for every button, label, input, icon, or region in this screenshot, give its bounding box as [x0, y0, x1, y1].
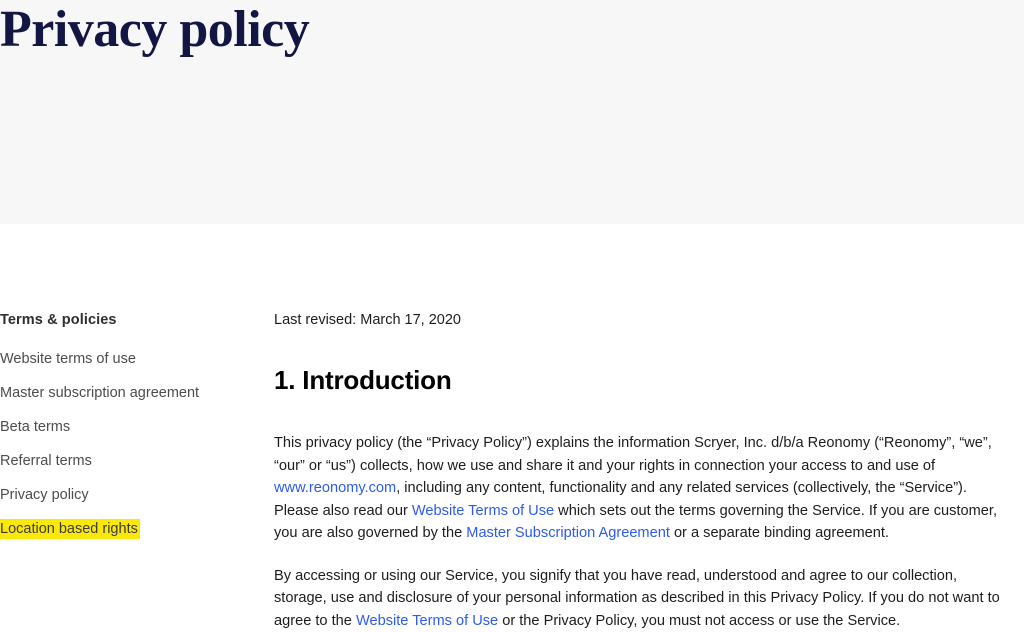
sidebar-item-master-subscription-agreement[interactable]	[0, 383, 250, 403]
sidebar-item-label[interactable]: Referral terms	[0, 453, 92, 469]
paragraph-text: , including any content, functionality and any related services (collectively, the “Service”). Please also read our	[274, 480, 967, 519]
sidebar-item-referral-terms[interactable]	[0, 451, 250, 471]
paragraph-introduction-1	[274, 432, 1006, 545]
hero-banner	[0, 0, 1024, 224]
paragraph-text: which sets out the terms governing the Service. If you are customer, you are also governed by the	[274, 503, 997, 542]
sidebar-heading: Terms & policies	[0, 310, 250, 330]
sidebar-item-label[interactable]: Master subscription agreement	[0, 385, 199, 401]
sidebar-item-label[interactable]: Beta terms	[0, 419, 70, 435]
sidebar-nav	[0, 310, 250, 553]
sidebar-item-label[interactable]: Privacy policy	[0, 487, 89, 503]
paragraph-text: This privacy policy (the “Privacy Policy”) explains the information Scryer, Inc. d/b/a Reonomy (“Reonomy”, “we”, “our” or “us”) collects, how we use and share it and your rights in connection your access to and use of	[274, 435, 992, 474]
link-reonomy-website[interactable]: www.reonomy.com	[274, 480, 396, 496]
sidebar-list	[0, 349, 250, 539]
sidebar-item-location-based-rights[interactable]	[0, 519, 250, 539]
link-website-terms-of-use[interactable]: Website Terms of Use	[356, 613, 498, 629]
sidebar-item-label[interactable]: Website terms of use	[0, 351, 136, 367]
paragraph-introduction-2	[274, 565, 1006, 632]
page-body	[0, 224, 1024, 598]
main-content	[274, 310, 1006, 632]
paragraph-text: By accessing or using our Service, you signify that you have read, understood and agree to our collection, storage, use and disclosure of your personal information as described in this Privacy Policy. If you do not want to agree to the	[274, 568, 1000, 629]
sidebar-item-website-terms-of-use[interactable]	[0, 349, 250, 369]
sidebar-item-beta-terms[interactable]	[0, 417, 250, 437]
sidebar-item-privacy-policy[interactable]	[0, 485, 250, 505]
section-heading-introduction: 1. Introduction	[274, 364, 1006, 396]
link-website-terms-of-use[interactable]: Website Terms of Use	[412, 503, 554, 519]
link-master-subscription-agreement[interactable]: Master Subscription Agreement	[466, 525, 670, 541]
sidebar-item-label-highlighted[interactable]: Location based rights	[0, 521, 138, 537]
paragraph-text: or a separate binding agreement.	[670, 525, 889, 541]
paragraph-text: or the Privacy Policy, you must not access or use the Service.	[498, 613, 900, 629]
last-revised-date: Last revised: March 17, 2020	[274, 310, 1006, 330]
page-title: Privacy policy	[0, 0, 309, 60]
